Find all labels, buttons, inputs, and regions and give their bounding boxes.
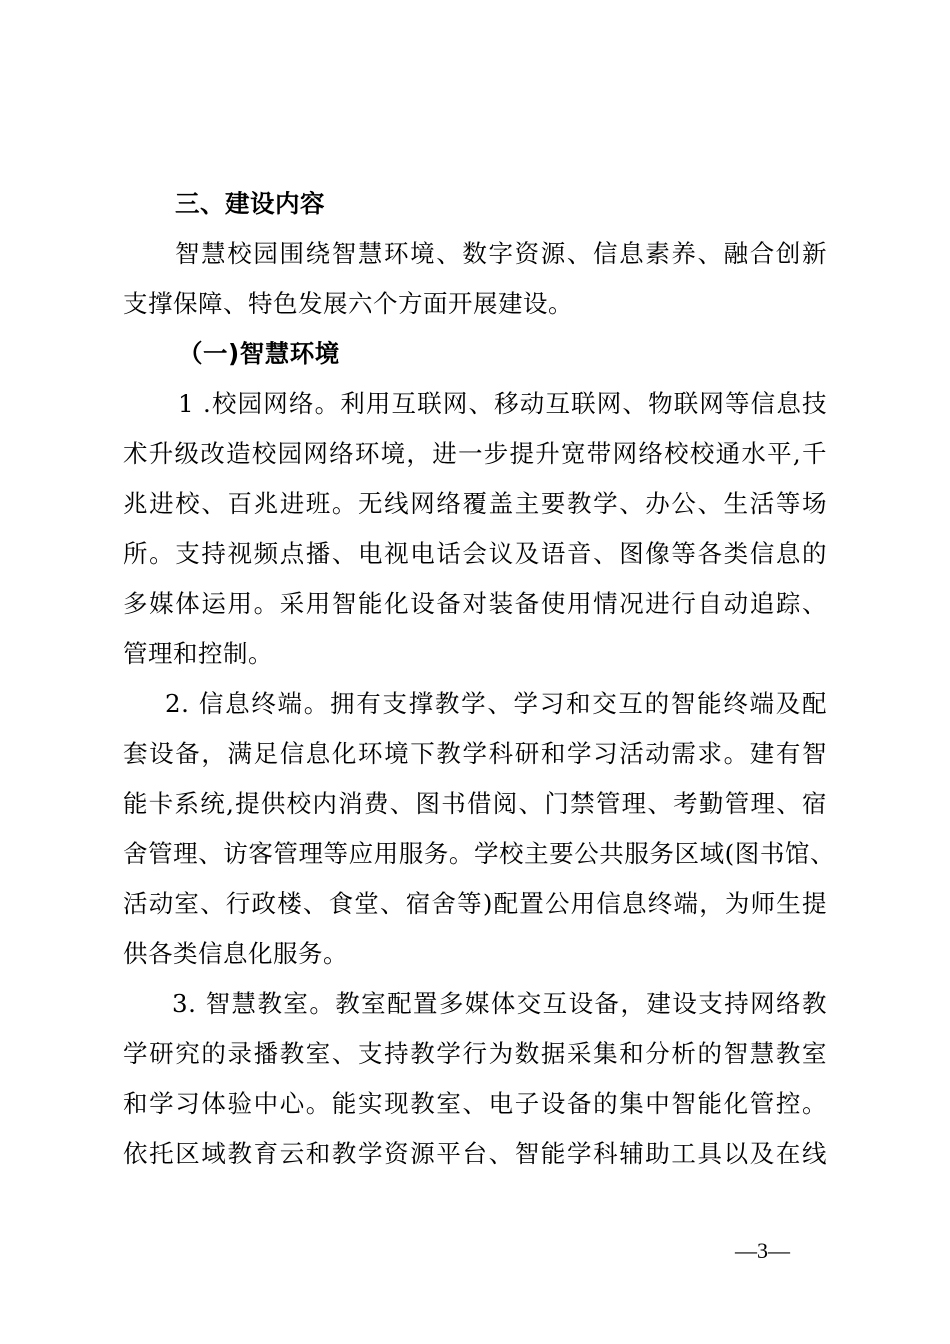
paragraph-line: 活动室、行政楼、食堂、宿舍等)配置公用信息终端，为师生提 [123, 889, 827, 918]
paragraph-line: 支撑保障、特色发展六个方面开展建设。 [123, 289, 573, 318]
paragraph-line: 学研究的录播教室、支持教学行为数据采集和分析的智慧教室 [123, 1039, 827, 1068]
paragraph-line: 3. 智慧教室。教室配置多媒体交互设备，建设支持网络教 [172, 989, 827, 1018]
paragraph-line: 依托区域教育云和教学资源平台、智能学科辅助工具以及在线 [123, 1139, 827, 1168]
section-heading: 三、建设内容 [175, 189, 325, 218]
paragraph-line: 和学习体验中心。能实现教室、电子设备的集中智能化管控。 [123, 1089, 827, 1118]
paragraph-line: 所。支持视频点播、电视电话会议及语音、图像等各类信息的 [123, 539, 827, 568]
paragraph-line: 兆进校、百兆进班。无线网络覆盖主要教学、办公、生活等场 [123, 489, 827, 518]
paragraph-line: 术升级改造校园网络环境，进一步提升宽带网络校校通水平,千 [123, 439, 827, 468]
page-number: —3— [735, 1238, 790, 1263]
paragraph-line: 1 .校园网络。利用互联网、移动互联网、物联网等信息技 [178, 389, 827, 418]
paragraph-line: 多媒体运用。采用智能化设备对装备使用情况进行自动追踪、 [123, 589, 827, 618]
paragraph-line: 智慧校园围绕智慧环境、数字资源、信息素养、融合创新 [175, 239, 827, 268]
subsection-heading: （一)智慧环境 [178, 339, 340, 368]
paragraph-line: 供各类信息化服务。 [123, 939, 348, 968]
paragraph-line: 管理和控制。 [123, 639, 273, 668]
paragraph-line: 套设备，满足信息化环境下教学科研和学习活动需求。建有智 [123, 739, 827, 768]
paragraph-line: 能卡系统,提供校内消费、图书借阅、门禁管理、考勤管理、宿 [123, 789, 827, 818]
paragraph-line: 舍管理、访客管理等应用服务。学校主要公共服务区域(图书馆、 [123, 839, 835, 868]
paragraph-line: 2. 信息终端。拥有支撑教学、学习和交互的智能终端及配 [165, 689, 827, 718]
